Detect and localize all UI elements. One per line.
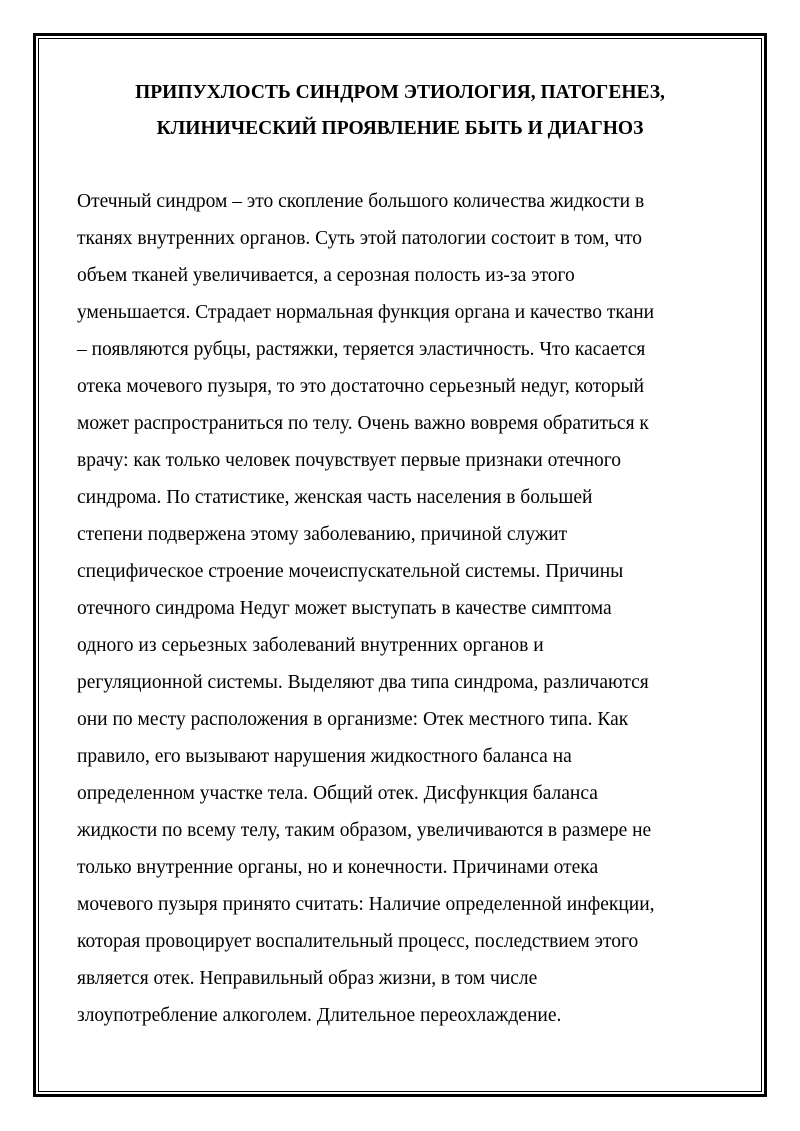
body-line: только внутренние органы, но и конечности. Причинами отека [77,857,599,878]
body-line: определенном участке тела. Общий отек. Дисфункция баланса [77,783,598,804]
title-line: ПРИПУХЛОСТЬ СИНДРОМ ЭТИОЛОГИЯ, ПАТОГЕНЕЗ, [135,82,665,103]
title-line: КЛИНИЧЕСКИЙ ПРОЯВЛЕНИЕ БЫТЬ И ДИАГНОЗ [156,118,644,139]
body-line: уменьшается. Страдает нормальная функция органа и качество ткани [77,302,655,323]
body-line: злоупотребление алкоголем. Длительное переохлаждение. [77,1005,562,1026]
body-line: синдрома. По статистике, женская часть населения в большей [77,487,593,508]
body-line: врачу: как только человек почувствует первые признаки отечного [77,450,622,471]
body-line: регуляционной системы. Выделяют два типа синдрома, различаются [77,672,649,693]
body-line: может распространиться по телу. Очень важно вовремя обратиться к [77,413,649,434]
body-line: которая провоцирует воспалительный процесс, последствием этого [77,931,639,952]
body-line: является отек. Неправильный образ жизни, в том числе [77,968,538,989]
body-line: одного из серьезных заболеваний внутренних органов и [77,635,544,656]
body-line: объем тканей увеличивается, а серозная полость из-за этого [77,265,575,286]
body-line: правило, его вызывают нарушения жидкостного баланса на [77,746,572,767]
body-line: мочевого пузыря принято считать: Наличие определенной инфекции, [77,894,655,915]
body-line: специфическое строение мочеиспускательной системы. Причины [77,561,624,582]
body-line: – появляются рубцы, растяжки, теряется эластичность. Что касается [77,339,646,360]
body-paragraph [77,183,737,1034]
body-line: отечного синдрома Недуг может выступать в качестве симптома [77,598,612,619]
body-line: они по месту расположения в организме: Отек местного типа. Как [77,709,629,730]
document-title [70,75,730,147]
body-line: Отечный синдром – это скопление большого количества жидкости в [77,191,645,212]
body-line: тканях внутренних органов. Суть этой патологии состоит в том, что [77,228,643,249]
body-line: степени подвержена этому заболеванию, причиной служит [77,524,568,545]
body-line: жидкости по всему телу, таким образом, увеличиваются в размере не [77,820,652,841]
body-line: отека мочевого пузыря, то это достаточно серьезный недуг, который [77,376,645,397]
